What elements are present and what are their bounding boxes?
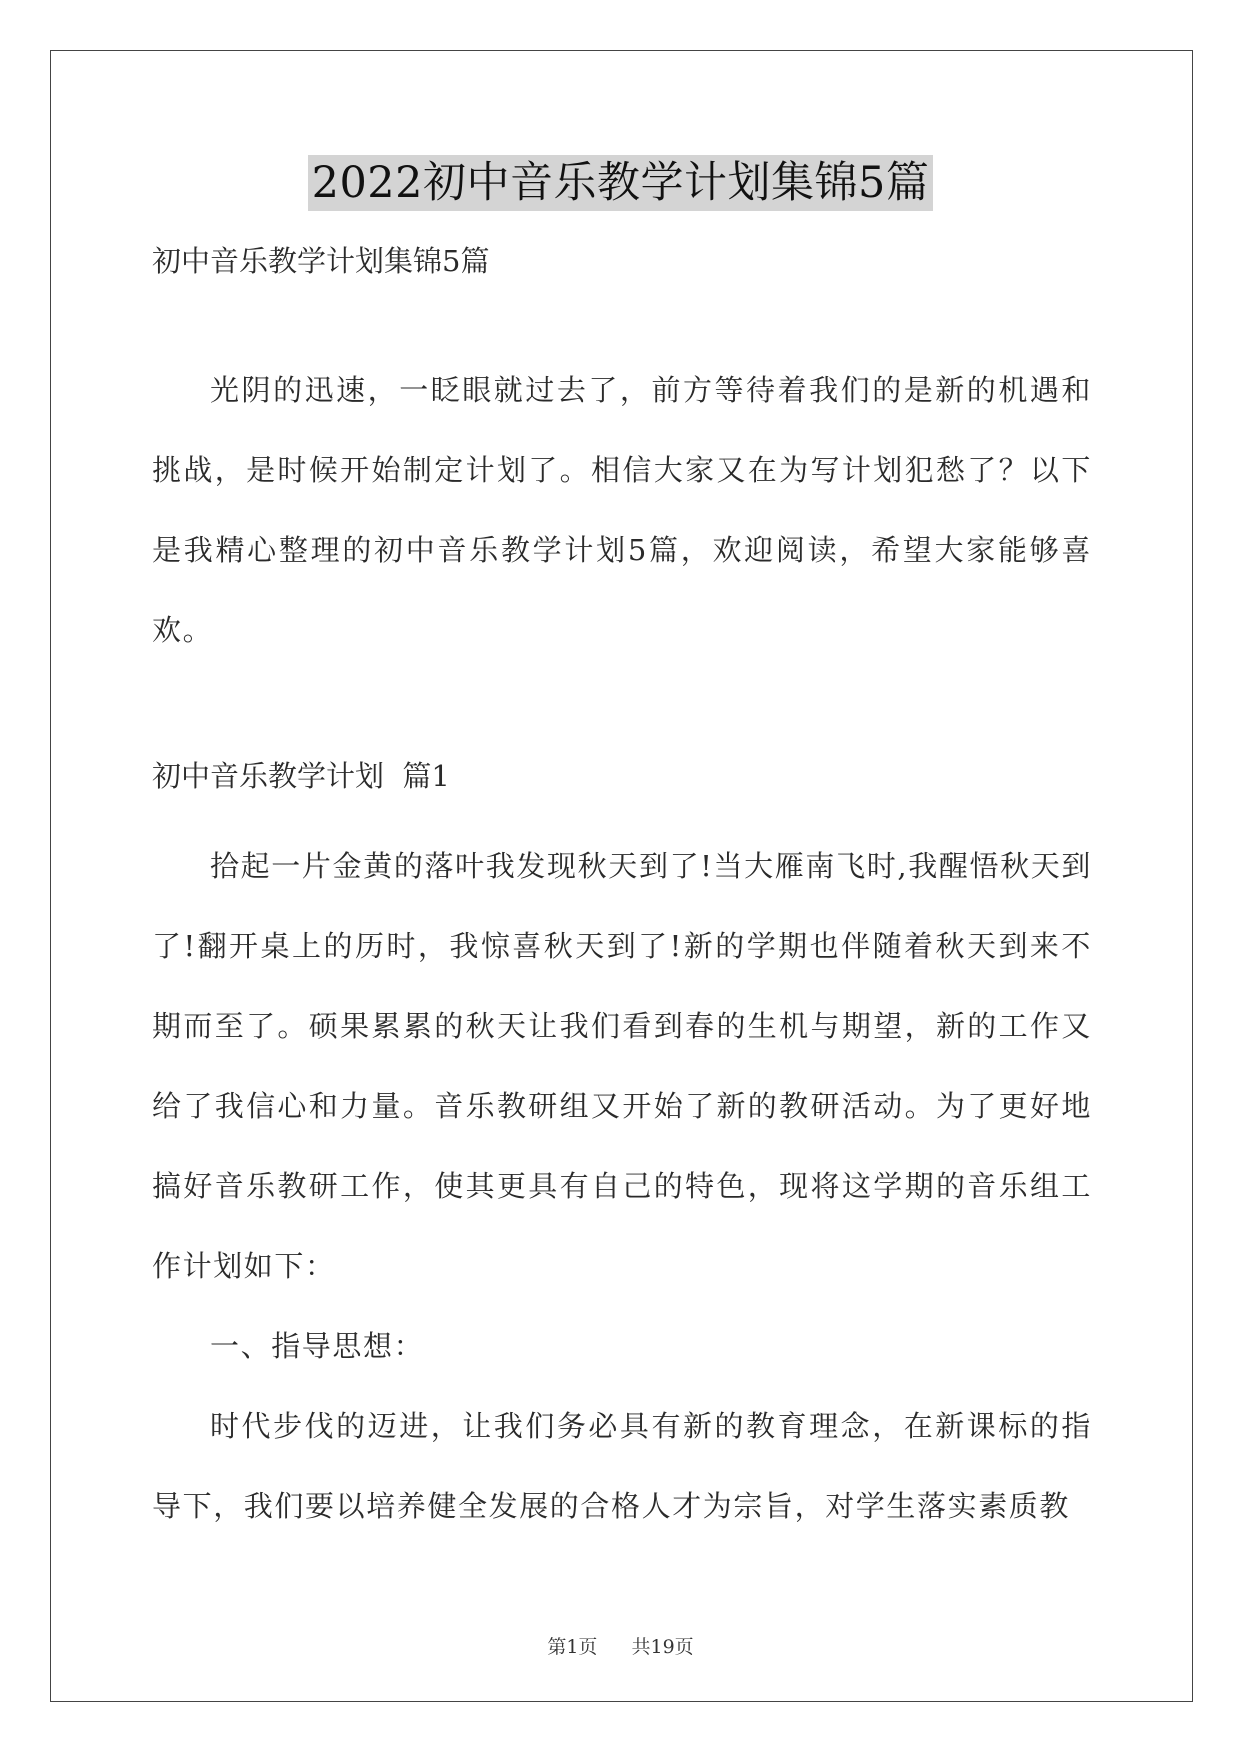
document-subtitle: 初中音乐教学计划集锦5篇: [152, 244, 490, 278]
body-heading-guiding-ideology: 一、指导思想：: [210, 1329, 425, 1363]
body-paragraph: 时代步伐的迈进，让我们务必具有新的教育理念，在新课标的指导下，我们要以培养健全发展的合格人才为宗旨，对学生落实素质教: [152, 1409, 1092, 1523]
page-number: 第1页: [547, 1636, 598, 1658]
page-footer: [0, 1632, 1241, 1659]
document-title-text: 2022初中音乐教学计划集锦5篇: [308, 155, 934, 211]
section-body: [152, 826, 1092, 1546]
section-heading: 初中音乐教学计划 篇1: [152, 759, 450, 793]
body-paragraph: 拾起一片金黄的落叶我发现秋天到了!当大雁南飞时,我醒悟秋天到了!翻开桌上的历时，我惊喜秋天到了!新的学期也伴随着秋天到来不期而至了。硕果累累的秋天让我们看到春的生机与期望，新的工作又给了我信心和力量。音乐教研组又开始了新的教研活动。为了更好地搞好音乐教研工作，使其更具有自己的特色，现将这学期的音乐组工作计划如下：: [152, 849, 1092, 1283]
document-title: [0, 155, 1241, 211]
total-pages: 共19页: [631, 1636, 694, 1658]
intro-paragraph: 光阴的迅速，一眨眼就过去了，前方等待着我们的是新的机遇和挑战，是时候开始制定计划了。相信大家又在为写计划犯愁了？以下是我精心整理的初中音乐教学计划5篇，欢迎阅读，希望大家能够喜欢。: [152, 373, 1092, 647]
